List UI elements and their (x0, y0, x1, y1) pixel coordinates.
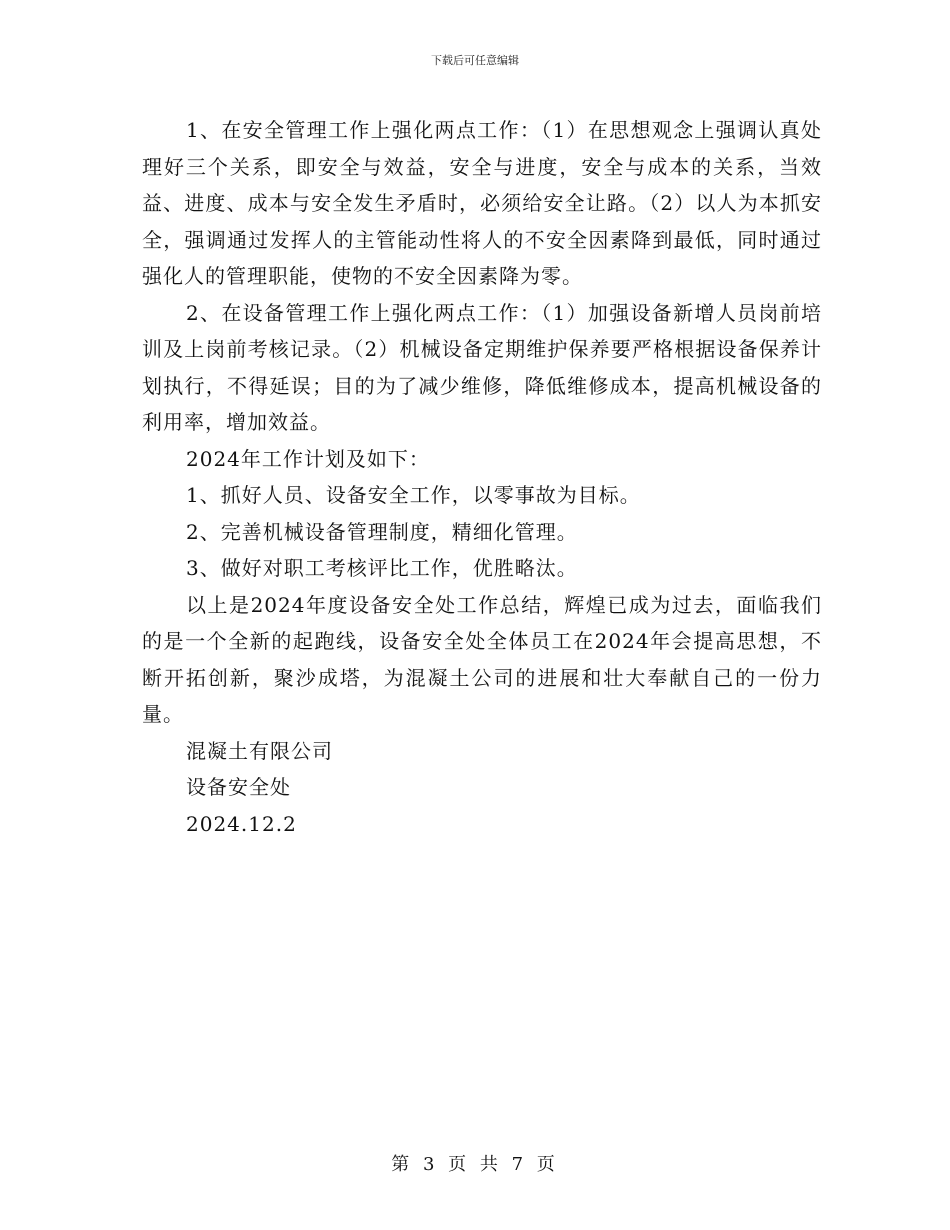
page-number-footer: 第 3 页 共 7 页 (391, 1154, 559, 1175)
signature-department: 设备安全处 (186, 775, 291, 799)
plan-item-1: 1、抓好人员、设备安全工作，以零事故为目标。 (186, 483, 641, 507)
paragraph-conclusion: 以上是2024年度设备安全处工作总结，辉煌已成为过去，面临我们的是一个全新的起跑线，设备安全处全体员工在2024年会提高思想，不断开拓创新，聚沙成塔，为混凝土公司的进展和壮大奉献自己的一份力量。 (142, 592, 822, 726)
document-body (142, 112, 822, 842)
page-header: 下载后可任意编辑 (431, 54, 519, 67)
paragraph-plan-heading: 2024年工作计划及如下： (186, 446, 430, 471)
signature-date: 2024.12.2 (186, 811, 297, 836)
paragraph-safety-management: 1、在安全管理工作上强化两点工作：（1）在思想观念上强调认真处理好三个关系，即安全与效益，安全与进度，安全与成本的关系，当效益、进度、成本与安全发生矛盾时，必须给安全让路。（2）以人为本抓安全，强调通过发挥人的主管能动性将人的不安全因素降到最低，同时通过强化人的管理职能，使物的不安全因素降为零。 (142, 118, 822, 288)
paragraph-equipment-management: 2、在设备管理工作上强化两点工作：（1）加强设备新增人员岗前培训及上岗前考核记录。（2）机械设备定期维护保养要严格根据设备保养计划执行，不得延误；目的为了减少维修，降低维修成本，提高机械设备的利用率，增加效益。 (142, 300, 822, 434)
signature-company: 混凝土有限公司 (186, 738, 333, 763)
plan-item-3: 3、做好对职工考核评比工作，优胜略汰。 (186, 556, 578, 580)
plan-item-2: 2、完善机械设备管理制度，精细化管理。 (186, 519, 578, 544)
